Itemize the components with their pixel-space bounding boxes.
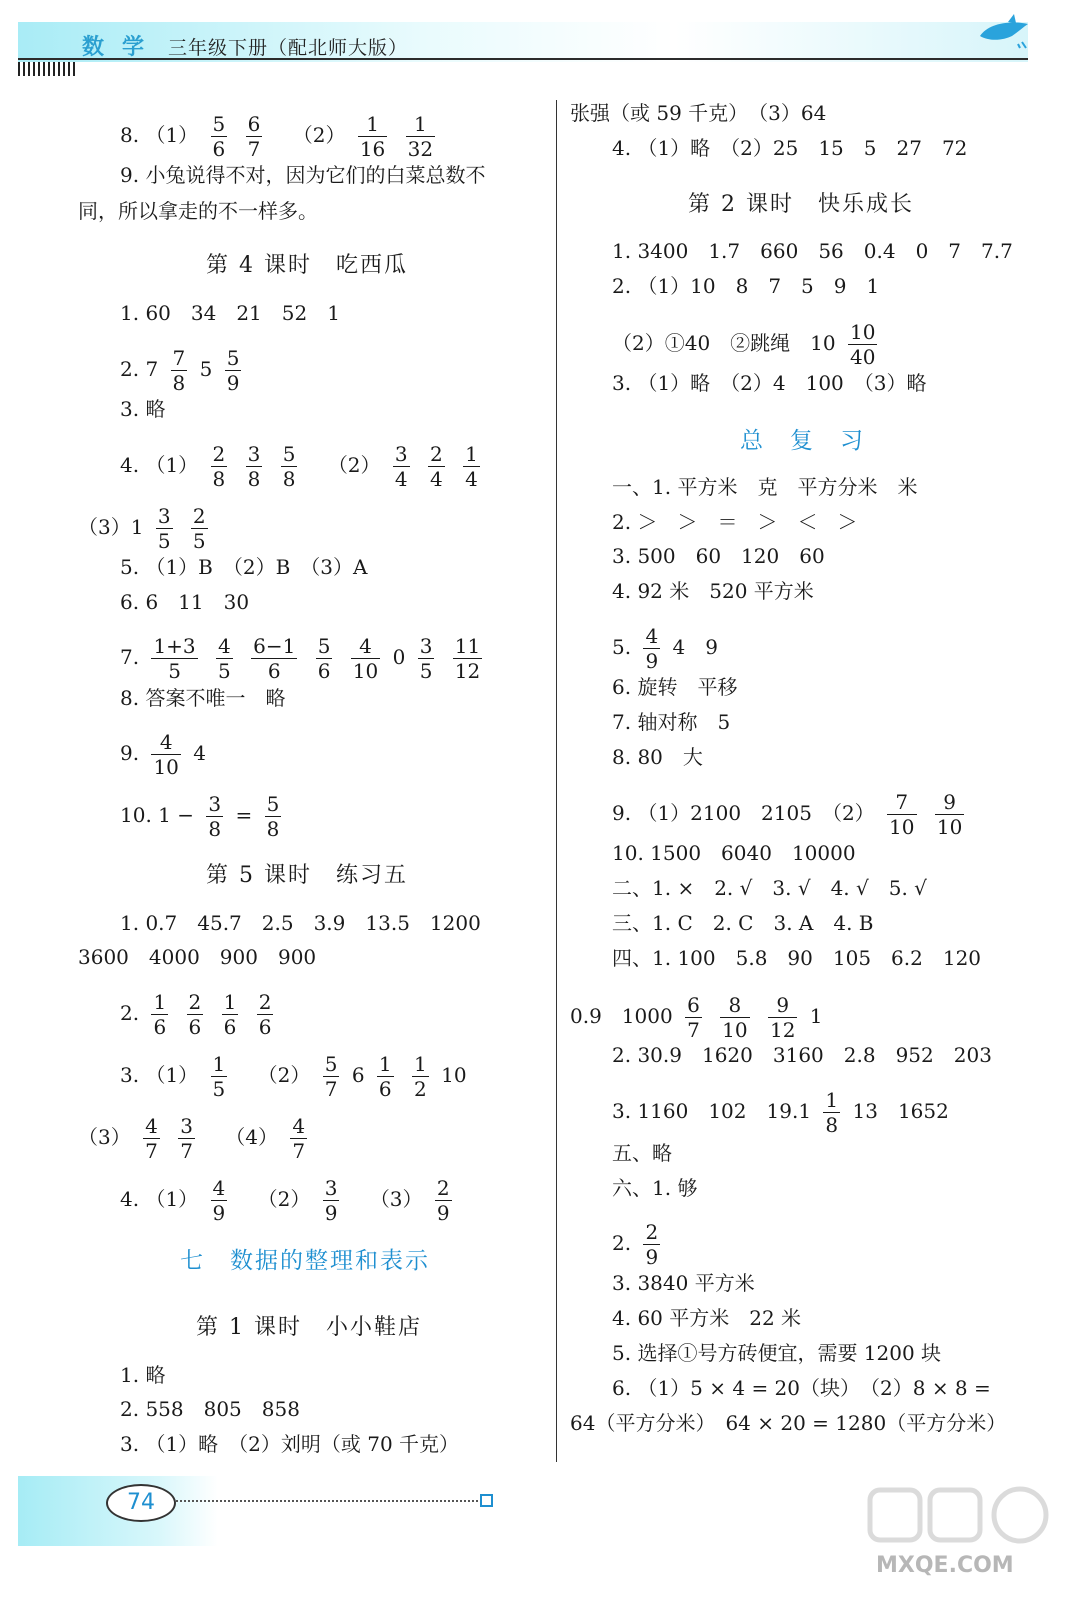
answer-line: 9. （1）2100 2105 （2） $\frac{7}{10}$ $\frac{9}{10}$ xyxy=(612,790,963,839)
answer-line: 张强（或 59 千克） （3）64 xyxy=(570,101,827,125)
answer-line: 2. （1）10 8 7 5 9 1 xyxy=(612,274,880,298)
unit-heading: 七 数据的整理和表示 xyxy=(180,1248,430,1274)
fraction: $\frac{5}{7}$ xyxy=(324,1052,338,1101)
fraction: $\frac{6}{7}$ xyxy=(247,112,261,161)
answer-line: 3. （1） $\frac{1}{5}$ （2） $\frac{5}{7}$ 6 $\frac{1}{6}$ $\frac{1}{2}$ 10 xyxy=(120,1052,467,1101)
answer-line: 五、略 xyxy=(612,1141,672,1165)
answer-line: 1. 0.7 45.7 2.5 3.9 13.5 1200 xyxy=(120,911,481,935)
answer-line: 3. （1）略 （2）刘明（或 70 千克） xyxy=(120,1432,460,1456)
fraction: $\frac{3}{5}$ xyxy=(157,504,171,553)
fraction: $\frac{7}{10}$ xyxy=(889,790,915,839)
answer-line: 2. $\frac{2}{9}$ xyxy=(612,1220,659,1269)
fraction: $\frac{5}{9}$ xyxy=(226,346,240,395)
fraction: $\frac{3}{8}$ xyxy=(247,442,261,491)
fraction: $\frac{1}{16}$ xyxy=(359,112,386,161)
fraction: $\frac{9}{10}$ xyxy=(936,790,963,839)
footer-dotted-rule xyxy=(176,1500,478,1502)
answer-line: 4. （1）略 （2）25 15 5 27 72 xyxy=(612,136,968,160)
dolphin-icon xyxy=(978,14,1030,50)
answer-line: 二、1. × 2. √ 3. √ 4. √ 5. √ xyxy=(612,876,927,900)
answer-line: 2. ＞ ＞ ＝ ＞ ＜ ＞ xyxy=(612,510,858,534)
fraction: $\frac{3}{4}$ xyxy=(394,442,408,491)
answer-line: 5. $\frac{4}{9}$ 4 9 xyxy=(612,624,718,673)
answer-line: 8. （1） $\frac{5}{6}$ $\frac{6}{7}$ （2） $\frac{1}{16}$ $\frac{1}{32}$ xyxy=(120,112,434,161)
watermark-text: MXQE.COM xyxy=(876,1553,1014,1578)
answer-line: 5. 选择①号方砖便宜，需要 1200 块 xyxy=(612,1341,942,1365)
answer-line: 四、1. 100 5.8 90 105 6.2 120 xyxy=(612,946,982,970)
answer-line: 4. （1） $\frac{2}{8}$ $\frac{3}{8}$ $\frac{5}{8}$ （2） $\frac{3}{4}$ $\frac{2}{4}$ $\frac{1}{4}$ xyxy=(120,442,478,491)
answer-line: 2. 7 $\frac{7}{8}$ 5 $\frac{5}{9}$ xyxy=(120,346,240,395)
fraction: $\frac{5}{8}$ xyxy=(266,792,280,841)
answer-line: 3. 500 60 120 60 xyxy=(612,544,825,568)
answer-line: 10. 1500 6040 10000 xyxy=(612,841,856,865)
answer-line: （3） $\frac{4}{7}$ $\frac{3}{7}$ （4） $\frac{4}{7}$ xyxy=(78,1114,306,1163)
fraction: $\frac{2}{5}$ xyxy=(192,504,206,553)
answer-line: 7. $\frac{1+3}{5}$ $\frac{4}{5}$ $\frac{6-1}{6}$ $\frac{5}{6}$ $\frac{4}{10}$ 0 $\frac{3}{5}$ $\frac{11}{12}$ xyxy=(120,634,481,683)
answer-line: 一、1. 平方米 克 平方分米 米 xyxy=(612,475,918,499)
fraction: $\frac{4}{10}$ xyxy=(153,730,179,779)
answer-line: 6. （1）5 × 4 = 20（块） （2）8 × 8 = xyxy=(612,1376,991,1400)
answer-line: 3600 4000 900 900 xyxy=(78,945,317,969)
fraction: $\frac{2}{9}$ xyxy=(436,1176,450,1225)
lesson-heading: 第 1 课时 小小鞋店 xyxy=(196,1315,422,1340)
answer-line: 9. $\frac{4}{10}$ 4 xyxy=(120,730,206,779)
fraction: $\frac{4}{5}$ xyxy=(218,634,231,683)
fraction: $\frac{1}{6}$ xyxy=(153,990,167,1039)
fraction: $\frac{2}{4}$ xyxy=(430,442,443,491)
answer-line: 3. 略 xyxy=(120,397,166,421)
fraction: $\frac{1}{4}$ xyxy=(465,442,478,491)
fraction: $\frac{4}{10}$ xyxy=(352,634,379,683)
answer-line: 1. 略 xyxy=(120,1363,166,1387)
header-book-title: 三年级下册（配北师大版） xyxy=(168,37,409,59)
answer-line: 3. （1）略 （2）4 100 （3）略 xyxy=(612,371,927,395)
fraction: $\frac{10}{40}$ xyxy=(849,320,876,369)
fraction: $\frac{1}{8}$ xyxy=(825,1088,839,1137)
answer-line: 8. 80 大 xyxy=(612,745,703,769)
fraction: $\frac{11}{12}$ xyxy=(454,634,481,683)
page-header xyxy=(0,0,1066,80)
answer-line: 6. 旋转 平移 xyxy=(612,675,738,699)
answer-line: 64（平方分米） 64 × 20 = 1280（平方分米） xyxy=(570,1411,1007,1435)
header-barcode-decoration xyxy=(18,62,78,76)
answer-line: 6. 6 11 30 xyxy=(120,590,250,614)
answer-line: 3. 3840 平方米 xyxy=(612,1271,755,1295)
review-heading: 总 复 习 xyxy=(740,428,865,454)
answer-line: 4. （1） $\frac{4}{9}$ （2） $\frac{3}{9}$ （3） $\frac{2}{9}$ xyxy=(120,1176,450,1225)
fraction: $\frac{2}{6}$ xyxy=(188,990,202,1039)
answer-line: 8. 答案不唯一 略 xyxy=(120,686,286,710)
answer-line: 9. 小兔说得不对，因为它们的白菜总数不 xyxy=(120,163,486,187)
column-divider xyxy=(556,100,557,1462)
header-subject: 数学 xyxy=(82,34,163,60)
fraction: $\frac{2}{6}$ xyxy=(258,990,272,1039)
footer-square-icon xyxy=(480,1494,493,1507)
fraction: $\frac{4}{7}$ xyxy=(292,1114,306,1163)
fraction: $\frac{3}{9}$ xyxy=(324,1176,338,1225)
answer-line: 10. 1 − $\frac{3}{8}$ = $\frac{5}{8}$ xyxy=(120,792,280,841)
answer-line: 1. 3400 1.7 660 56 0.4 0 7 7.7 xyxy=(612,239,1013,263)
fraction: $\frac{5}{8}$ xyxy=(282,442,296,491)
fraction: $\frac{1}{6}$ xyxy=(223,990,237,1039)
answer-line: 5. （1）B （2）B （3）A xyxy=(120,555,368,579)
fraction: $\frac{1}{32}$ xyxy=(407,112,434,161)
fraction: $\frac{6}{7}$ xyxy=(687,993,700,1042)
fraction: $\frac{4}{9}$ xyxy=(212,1176,226,1225)
fraction: $\frac{9}{12}$ xyxy=(769,993,796,1042)
fraction: $\frac{6-1}{6}$ xyxy=(253,634,296,683)
answer-line: 六、1. 够 xyxy=(612,1176,698,1200)
answer-line: （3）1 $\frac{3}{5}$ $\frac{2}{5}$ xyxy=(78,504,206,553)
page-number: 74 xyxy=(106,1484,176,1522)
answer-line: 同，所以拿走的不一样多。 xyxy=(78,199,318,223)
fraction: $\frac{7}{8}$ xyxy=(172,346,186,395)
answer-line: 2. 30.9 1620 3160 2.8 952 203 xyxy=(612,1043,992,1067)
answer-line: 4. 60 平方米 22 米 xyxy=(612,1306,802,1330)
fraction: $\frac{3}{7}$ xyxy=(180,1114,193,1163)
answer-line: 2. 558 805 858 xyxy=(120,1397,300,1421)
fraction: $\frac{4}{9}$ xyxy=(645,624,659,673)
fraction: $\frac{5}{6}$ xyxy=(212,112,226,161)
lesson-heading: 第 4 课时 吃西瓜 xyxy=(206,253,408,278)
answer-line: 1. 60 34 21 52 1 xyxy=(120,301,340,325)
lesson-heading: 第 5 课时 练习五 xyxy=(206,863,408,888)
fraction: $\frac{2}{8}$ xyxy=(212,442,226,491)
lesson-heading: 第 2 课时 快乐成长 xyxy=(688,192,914,217)
answer-line: 3. 1160 102 19.1 $\frac{1}{8}$ 13 1652 xyxy=(612,1088,949,1137)
answer-line: 4. 92 米 520 平方米 xyxy=(612,579,814,603)
fraction: $\frac{2}{9}$ xyxy=(645,1220,659,1269)
fraction: $\frac{4}{7}$ xyxy=(145,1114,158,1163)
answer-line: 2. $\frac{1}{6}$ $\frac{2}{6}$ $\frac{1}{6}$ $\frac{2}{6}$ xyxy=(120,990,272,1039)
fraction: $\frac{1+3}{5}$ xyxy=(153,634,196,683)
fraction: $\frac{3}{8}$ xyxy=(208,792,222,841)
fraction: $\frac{1}{5}$ xyxy=(212,1052,226,1101)
fraction: $\frac{3}{5}$ xyxy=(419,634,433,683)
answer-line: 0.9 1000 $\frac{6}{7}$ $\frac{8}{10}$ $\frac{9}{12}$ 1 xyxy=(570,993,823,1042)
fraction: $\frac{1}{2}$ xyxy=(414,1052,427,1101)
fraction: $\frac{8}{10}$ xyxy=(722,993,748,1042)
answer-line: 7. 轴对称 5 xyxy=(612,710,731,734)
fraction: $\frac{5}{6}$ xyxy=(317,634,331,683)
answer-line: （2）①40 ②跳绳 10 $\frac{10}{40}$ xyxy=(612,320,876,369)
fraction: $\frac{1}{6}$ xyxy=(378,1052,392,1101)
answer-line: 三、1. C 2. C 3. A 4. B xyxy=(612,911,874,935)
